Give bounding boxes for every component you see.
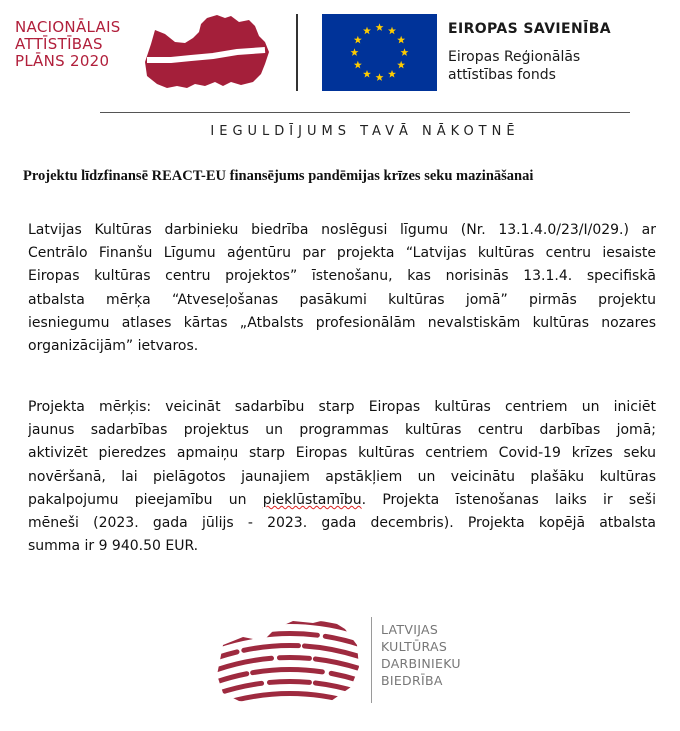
nap-logo-line-3: PLĀNS 2020 (15, 52, 110, 70)
paragraph-2-line: novēršanā, lai pielāgotos jaunajiem apstākļiem un veicinātu plašāku kultūras (28, 468, 656, 485)
nap-logo-line-2: ATTĪSTĪBAS (15, 35, 103, 53)
footer-logo-line-1: LATVIJAS (381, 622, 439, 637)
footer-logo-line-2: KULTŪRAS (381, 639, 448, 654)
footer-logo-line-4: BIEDRĪBA (381, 673, 443, 688)
spellcheck-word: pieklūstamību (262, 491, 362, 508)
paragraph-1-line: Centrālo Finanšu Līgumu aģentūru par projekta “Latvijas kultūras centru iesaiste (28, 245, 656, 262)
eu-title: EIROPAS SAVIENĪBA (448, 21, 612, 37)
eu-subtitle-line-1: Eiropas Reģionālās (448, 49, 581, 65)
paragraph-2-line: jaunus sadarbības projektus un programmas kultūras centru darbības jomā; (28, 422, 656, 439)
nap-logo-text (15, 19, 145, 70)
footer-logo-divider (371, 617, 372, 703)
header-rule (100, 112, 630, 113)
paragraph-1-line: organizācijām” ietvaros. (28, 337, 199, 354)
lkdb-fingerprint-logo (213, 615, 361, 707)
paragraph-2-line: pakalpojumu pieejamību un pieklūstamību. Projekta īstenošanas laiks ir seši (28, 491, 656, 508)
paragraph-1 (28, 219, 656, 358)
tagline: IEGULDĪJUMS TAVĀ NĀKOTNĒ (210, 124, 520, 139)
paragraph-2-line: Projekta mērķis: veicināt sadarbību starp Eiropas kultūras centriem un iniciēt (28, 399, 656, 415)
paragraph-2-line: aktivizēt pieredzes apmaiņu starp Eiropas kultūras centriem Covid-19 krīzes seku (28, 445, 656, 462)
lkdb-fingerprint-lines (213, 621, 361, 707)
paragraph-1-line: atbalsta mērķa “Atveseļošanas pasākumi kultūras jomā” pirmās projektu (28, 291, 656, 308)
eu-subtitle-line-2: attīstības fonds (448, 67, 556, 83)
header-divider (296, 14, 298, 91)
nap-logo-line-1: NACIONĀLAIS (15, 18, 121, 36)
eu-flag-icon (322, 14, 437, 91)
paragraph-1-line: iesniegumu atlases kārtas „Atbalsts profesionālām nevalstiskām kultūras nozares (28, 314, 656, 331)
paragraph-2-line: summa ir 9 940.50 EUR. (28, 538, 199, 555)
paragraph-2-line: mēneši (2023. gada jūlijs - 2023. gada decembris). Projekta kopējā atbalsta (28, 514, 656, 531)
footer-logo-line-3: DARBINIEKU (381, 656, 461, 671)
paragraph-1-line: Eiropas kultūras centru projektos” īstenošanu, kas norisinās 13.1.4. specifiskā (28, 268, 656, 285)
footer-logo-text (381, 621, 461, 689)
eu-subtitle (448, 48, 580, 84)
latvia-map-logo (141, 12, 271, 94)
paragraph-2 (28, 396, 656, 558)
document-title: Projektu līdzfinansē REACT-EU finansējums pandēmijas krīzes seku mazināšanai (23, 168, 534, 184)
paragraph-1-line: Latvijas Kultūras darbinieku biedrība noslēgusi līgumu (Nr. 13.1.4.0/23/I/029.) ar (28, 222, 656, 238)
